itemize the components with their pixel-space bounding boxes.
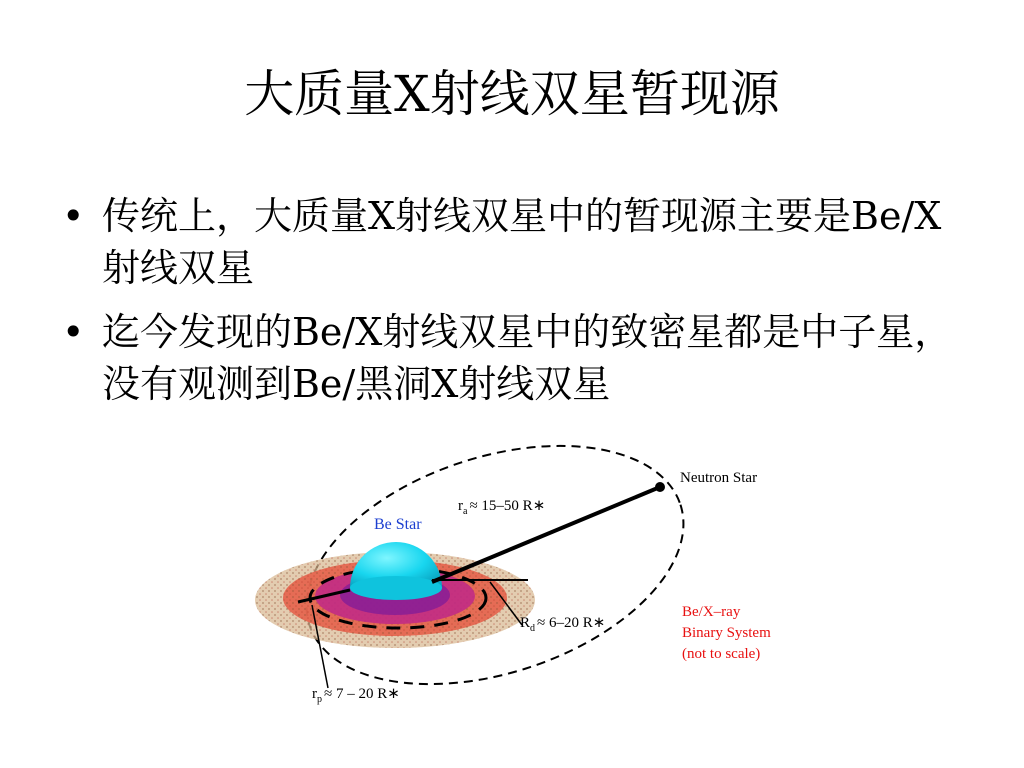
be-xray-binary-diagram [250, 440, 810, 720]
be-star [350, 542, 442, 600]
apastron-radius-label: $r_a \approx 15-50$ R∗ [458, 498, 546, 517]
system-caption [682, 604, 771, 662]
bullet-item [58, 306, 958, 410]
be-star-label: Be Star [374, 516, 422, 533]
neutron-star-label: Neutron Star [680, 470, 758, 486]
system-caption-line: (not to scale) [682, 646, 761, 662]
slide-title: 大质量X射线双星暂现源 [244, 65, 780, 123]
system-caption-line: Binary System [682, 625, 771, 641]
periastron-radius-label: $r_p \approx 7 - 20$ R∗ [312, 686, 400, 705]
bullet-text: 传统上，大质量X射线双星中的暂现源主要是Be/X射线双星 [102, 194, 942, 290]
neutron-star [655, 482, 665, 492]
bullet-dot-icon: • [62, 310, 85, 354]
bullet-item [58, 190, 958, 294]
system-caption-line: Be/X–ray [682, 604, 741, 620]
apastron-line [432, 487, 660, 582]
disk-radius-label: $R_d \approx 6-20$ R∗ [520, 615, 606, 634]
bullet-list [58, 190, 958, 422]
bullet-text: 迄今发现的Be/X射线双星中的致密星都是中子星，没有观测到Be/黑洞X射线双星 [102, 310, 953, 406]
bullet-dot-icon: • [62, 194, 85, 238]
